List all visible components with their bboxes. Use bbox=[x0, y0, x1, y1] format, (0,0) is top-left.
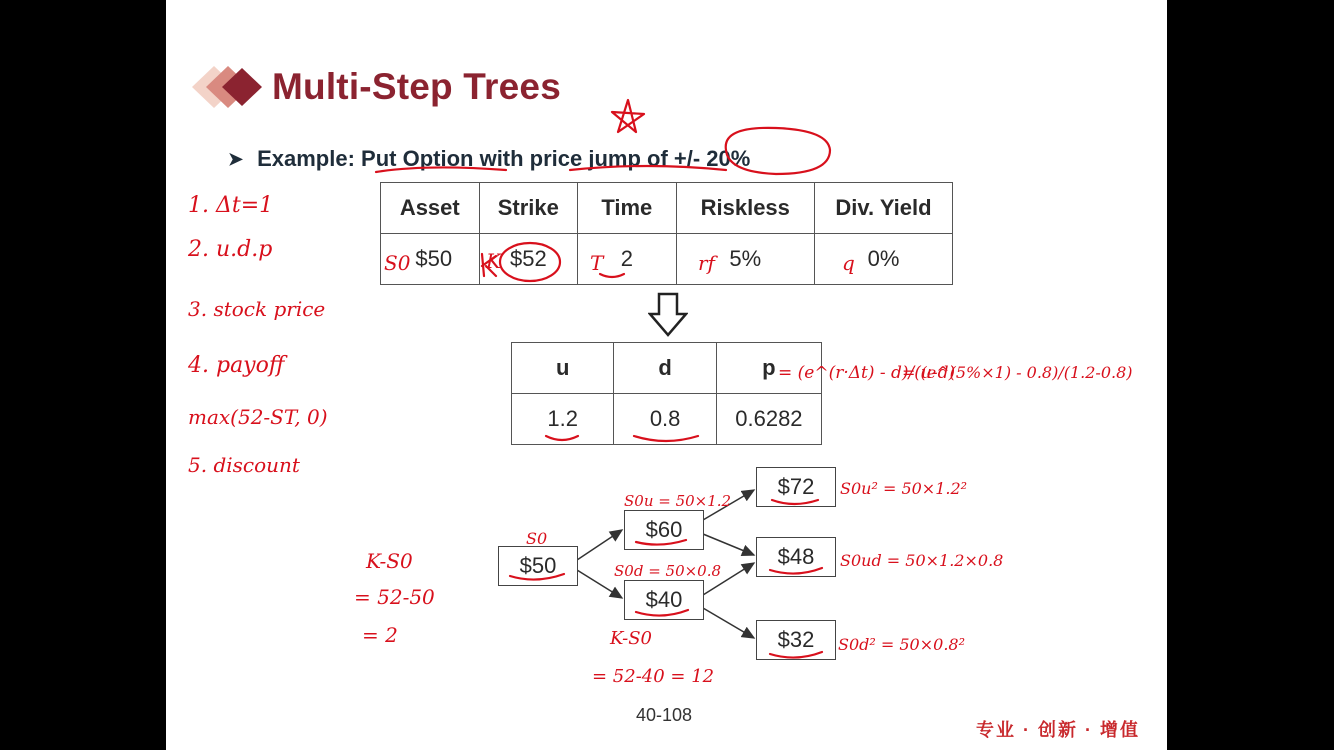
col-header-u: u bbox=[512, 343, 614, 394]
star-icon bbox=[612, 100, 644, 132]
tree-node-up: $60 bbox=[624, 510, 704, 550]
cell-strike: $52 bbox=[479, 234, 578, 285]
p-formula-left: = (e^(r·Δt) - d)/(u-d) bbox=[778, 363, 956, 383]
note-step-3: 3. stock price bbox=[188, 297, 326, 321]
note-dd: S0d² = 50×0.8² bbox=[838, 635, 965, 654]
cell-div-yield: 0% bbox=[814, 234, 952, 285]
col-header-d: d bbox=[614, 343, 716, 394]
note-down: S0d = 50×0.8 bbox=[614, 562, 722, 580]
note-step-5: 5. discount bbox=[188, 453, 300, 477]
slide bbox=[166, 0, 1167, 750]
cell-riskless: 5% bbox=[676, 234, 814, 285]
handwritten-annotations bbox=[166, 0, 1167, 750]
note-step-2: 2. u.d.p bbox=[188, 237, 273, 262]
label-q: q bbox=[842, 251, 855, 275]
footer-logo: 专业 · 创新 · 增值 bbox=[976, 720, 1140, 740]
note-intrinsic-3: = 2 bbox=[362, 623, 398, 647]
cell-asset: $50 bbox=[381, 234, 480, 285]
tree-node-down: $40 bbox=[624, 580, 704, 620]
note-ud: S0ud = 50×1.2×0.8 bbox=[840, 551, 1004, 570]
note-s0: S0 bbox=[526, 529, 548, 548]
note-step-1: 1. Δt=1 bbox=[188, 193, 274, 218]
page-number: 40-108 bbox=[636, 705, 693, 725]
label-k: K bbox=[486, 249, 501, 273]
note-uu: S0u² = 50×1.2² bbox=[840, 479, 968, 498]
note-k-minus: K-S0 bbox=[610, 628, 653, 649]
col-header-p: p bbox=[716, 343, 821, 394]
tree-node-dd: $32 bbox=[756, 620, 836, 660]
col-header-strike: Strike bbox=[479, 183, 578, 234]
tree-node-root: $50 bbox=[498, 546, 578, 586]
tree-node-uu: $72 bbox=[756, 467, 836, 507]
cell-p: 0.6282 bbox=[716, 394, 821, 445]
col-header-asset: Asset bbox=[381, 183, 480, 234]
note-up: S0u = 50×1.2 bbox=[624, 492, 732, 510]
tree-node-ud: $48 bbox=[756, 537, 836, 577]
bullet-text: Put Option with price jump of +/- 20% bbox=[361, 146, 751, 171]
col-header-time: Time bbox=[578, 183, 676, 234]
col-header-div-yield: Div. Yield bbox=[814, 183, 952, 234]
cell-u: 1.2 bbox=[512, 394, 614, 445]
cell-time: 2 bbox=[578, 234, 676, 285]
note-intrinsic-1: K-S0 bbox=[366, 549, 413, 573]
page-title: Multi-Step Trees bbox=[272, 66, 561, 107]
label-t: T bbox=[590, 251, 604, 275]
note-step-4: 4. payoff bbox=[188, 353, 285, 378]
note-max-payoff: max(52-ST, 0) bbox=[188, 405, 328, 429]
label-s0: S0 bbox=[384, 251, 411, 275]
label-rf: rf bbox=[698, 251, 715, 275]
note-k-calc: = 52-40 = 12 bbox=[592, 666, 715, 687]
bullet-prefix: Example: bbox=[257, 146, 355, 171]
cell-d: 0.8 bbox=[614, 394, 716, 445]
bullet-arrow-icon: ➤ bbox=[228, 149, 244, 169]
p-formula-right: = (e^(5%×1) - 0.8)/(1.2-0.8) bbox=[902, 363, 1133, 382]
note-intrinsic-2: = 52-50 bbox=[354, 585, 435, 609]
col-header-riskless: Riskless bbox=[676, 183, 814, 234]
